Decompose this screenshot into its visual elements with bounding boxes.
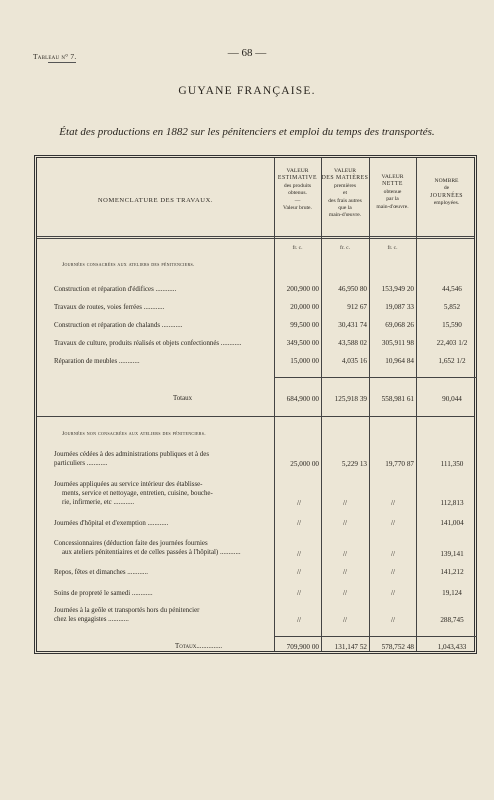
cell-valeur-nette: // [391, 550, 395, 558]
total-journees: 1,043,433 [437, 643, 467, 651]
header-valeur-matieres [321, 168, 369, 220]
section-heading-non-ateliers: Journées non consacrées aux ateliers des pénitenciers. [62, 431, 206, 437]
production-table [34, 155, 477, 654]
cell-valeur-matieres: // [343, 568, 347, 576]
table-row-label: Construction et réparation de chalands ............ [54, 322, 183, 329]
total-valeur-nette: 578,752 48 [381, 643, 414, 651]
total-valeur-brute: 684,900 00 [286, 395, 319, 403]
table-row-label [54, 480, 276, 507]
table-reference: Tableau n° 7. [33, 52, 77, 61]
column-divider [321, 158, 322, 651]
cell-valeur-brute: // [297, 550, 301, 558]
cell-valeur-nette: 10,964 84 [385, 357, 414, 365]
cell-journees: 112,813 [440, 499, 464, 507]
header-line: des produits [283, 182, 312, 189]
cell-journees: 139,141 [440, 550, 464, 558]
cell-journees: 15,590 [442, 321, 462, 329]
header-line: Valeur brute. [283, 205, 312, 212]
cell-valeur-nette: 19,770 87 [385, 460, 414, 468]
total-valeur-brute: 709,900 00 [286, 643, 319, 651]
total-journees: 90,044 [442, 395, 462, 403]
label-line: Concessionnaires (déduction faite des journées fournies [54, 540, 208, 547]
cell-valeur-brute: // [297, 568, 301, 576]
header-valeur-nette [369, 174, 416, 211]
header-line: VALEUR [334, 168, 356, 174]
total-label: Totaux [173, 395, 193, 402]
cell-valeur-matieres: // [343, 616, 347, 624]
cell-valeur-nette: // [391, 519, 395, 527]
cell-valeur-brute: 349,500 00 [286, 339, 319, 347]
header-line: obtenus. [288, 190, 307, 197]
cell-valeur-nette: // [391, 589, 395, 597]
table-row-label: Construction et réparation d'édifices ............ [54, 286, 177, 293]
total-valeur-matieres: 131,147 52 [334, 643, 367, 651]
header-line: DES MATIÈRES [321, 175, 369, 182]
table-row-label: Réparation de meubles ............ [54, 358, 140, 365]
cell-valeur-nette: // [391, 568, 395, 576]
cell-valeur-matieres: 46,950 80 [338, 285, 367, 293]
unit-label: fr. c. [340, 245, 350, 251]
table-row-label [54, 539, 276, 557]
cell-journees: 141,212 [440, 568, 464, 576]
cell-journees: 44,546 [442, 285, 462, 293]
total-label-text: Totaux [175, 643, 197, 650]
cell-valeur-nette: 19,087 33 [385, 303, 414, 311]
table-row-label [54, 450, 276, 468]
label-line: chez les engagistes ............ [54, 616, 129, 623]
cell-valeur-matieres: 5,229 13 [341, 460, 367, 468]
header-line: des frais autres [328, 197, 362, 204]
header-line: main-d'œuvre. [328, 212, 362, 219]
total-rule [274, 377, 477, 378]
cell-valeur-matieres: // [343, 550, 347, 558]
document-subtitle: État des productions en 1882 sur les pénitenciers et emploi du temps des transportés. [59, 126, 435, 138]
header-line: ESTIMATIVE [277, 175, 318, 182]
page-number: — 68 — [227, 47, 267, 59]
label-line: rie, infirmerie, etc ............ [62, 499, 135, 506]
table-row-label: Repos, fêtes et dimanches ............ [54, 569, 148, 576]
cell-valeur-nette: 69,068 26 [385, 321, 414, 329]
header-line: de [443, 185, 450, 192]
cell-valeur-matieres: 912 67 [347, 303, 367, 311]
table-row-label [54, 606, 276, 624]
cell-valeur-matieres: 30,431 74 [338, 321, 367, 329]
header-line: et [342, 190, 348, 197]
unit-label: fr. c. [292, 245, 303, 251]
header-valeur-estimative [274, 168, 321, 212]
cell-journees: 111,350 [440, 460, 464, 468]
header-line: premières [333, 182, 357, 189]
total-label: Totaux............... [175, 643, 223, 650]
label-line: particuliers ............ [54, 460, 108, 467]
cell-valeur-nette: 153,949 20 [381, 285, 414, 293]
label-line: Journées à la geôle et transportés hors du pénitencier [54, 607, 200, 614]
column-divider [369, 158, 370, 651]
cell-journees: 22,403 1/2 [436, 339, 468, 347]
section-heading-ateliers: Journées consacrées aux ateliers des pénitenciers. [62, 262, 195, 268]
table-row-label: Travaux de routes, voies ferrées ............ [54, 304, 165, 311]
cell-valeur-nette: // [391, 499, 395, 507]
unit-label: fr. c. [387, 245, 398, 251]
cell-journees: 288,745 [440, 616, 464, 624]
cell-valeur-brute: // [297, 616, 301, 624]
header-nombre-journees [416, 178, 477, 208]
table-row-label: Soins de propreté le samedi ............ [54, 590, 153, 597]
header-line: — [294, 197, 301, 204]
cell-valeur-matieres: // [343, 499, 347, 507]
cell-valeur-matieres: // [343, 589, 347, 597]
cell-valeur-brute: 99,500 00 [290, 321, 319, 329]
header-rule [37, 236, 474, 239]
header-line: que la [338, 205, 352, 212]
column-divider [416, 158, 417, 651]
total-valeur-matieres: 125,918 39 [334, 395, 367, 403]
cell-journees: 141,004 [440, 519, 464, 527]
cell-valeur-brute: 15,000 00 [290, 357, 319, 365]
cell-journees: 19,124 [442, 589, 462, 597]
cell-valeur-brute: 200,900 00 [286, 285, 319, 293]
cell-valeur-brute: // [297, 499, 301, 507]
document-title: GUYANE FRANÇAISE. [178, 85, 316, 97]
total-rule [274, 636, 477, 637]
header-line: main-d'œuvre. [376, 203, 409, 210]
cell-valeur-nette: // [391, 616, 395, 624]
total-valeur-nette: 558,981 61 [381, 395, 414, 403]
label-line: Journées cédées à des administrations publiques et à des [54, 451, 209, 458]
label-line: ments, service et nettoyage, entretien, cuisine, bouche- [62, 490, 213, 497]
cell-valeur-matieres: // [343, 519, 347, 527]
section-rule [37, 416, 474, 417]
cell-valeur-brute: // [297, 519, 301, 527]
header-line: par la [386, 196, 399, 203]
header-line: employées. [433, 200, 460, 207]
header-line: VALEUR [286, 168, 309, 174]
cell-valeur-matieres: 43,588 02 [338, 339, 367, 347]
cell-valeur-brute: 20,000 00 [290, 303, 319, 311]
column-divider [274, 158, 275, 651]
table-reference-underline [48, 62, 76, 63]
label-line: aux ateliers pénitentiaires et de celles passées à l'hôpital) ............ [62, 549, 241, 556]
label-line: Journées appliquées au service intérieur des établisse- [54, 481, 203, 488]
cell-journees: 5,852 [443, 303, 461, 311]
header-line: JOURNÉES [430, 192, 463, 199]
header-line: NOMBRE [434, 178, 459, 184]
cell-journees: 1,652 1/2 [438, 357, 466, 365]
cell-valeur-brute: // [297, 589, 301, 597]
cell-valeur-brute: 25,000 00 [290, 460, 319, 468]
header-nomenclature: NOMENCLATURE DES TRAVAUX. [97, 197, 214, 204]
cell-valeur-nette: 305,911 98 [381, 339, 414, 347]
header-line: obtenue [383, 188, 402, 195]
header-line: NETTE [382, 181, 403, 188]
header-line: VALEUR [381, 174, 404, 180]
cell-valeur-matieres: 4,035 16 [341, 357, 367, 365]
table-row-label: Travaux de culture, produits réalisés et objets confectionnés ............ [54, 340, 242, 347]
table-row-label: Journées d'hôpital et d'exemption ............ [54, 520, 169, 527]
